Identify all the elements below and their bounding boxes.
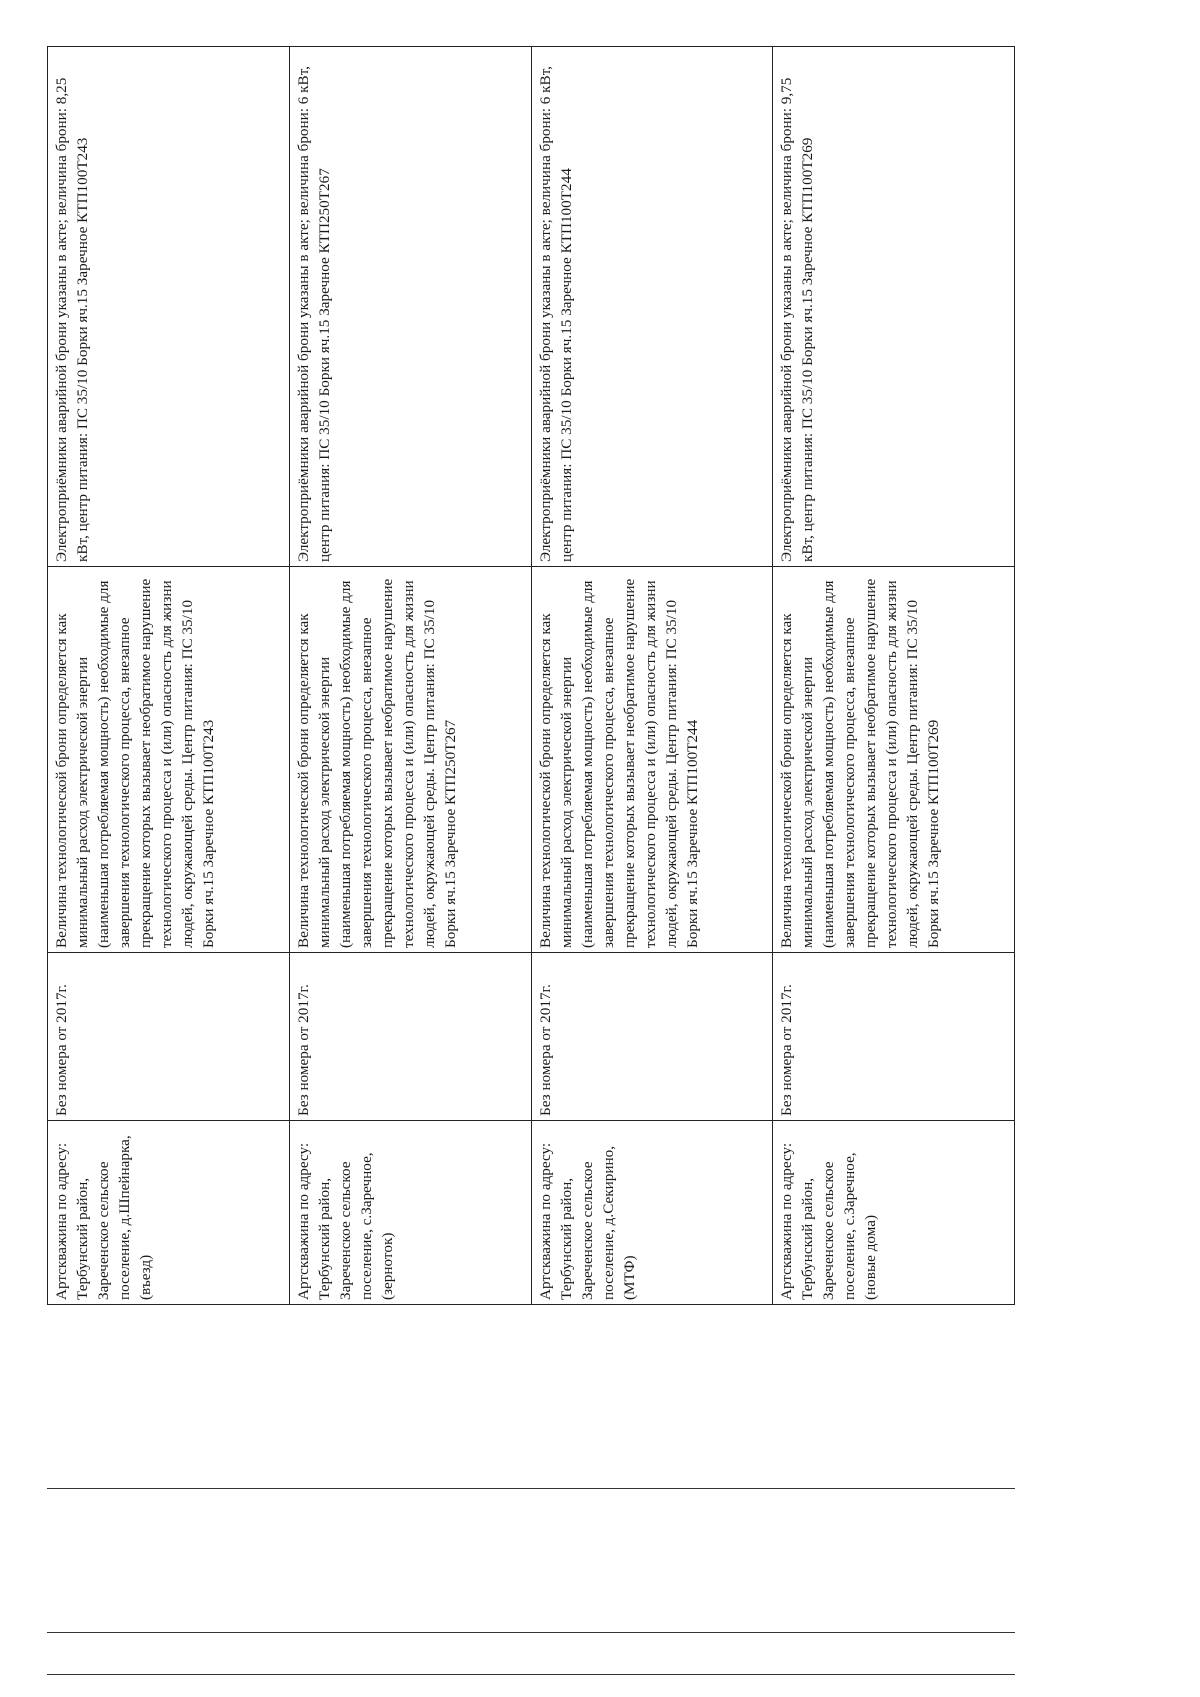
emergency-reserve-cell: Электроприёмники аварийной брони указаны в акте; величина брони: 8,25 кВт, центр питания: ПС 35/10 Борки яч.15 Заречное КТП100Т243: [48, 47, 290, 567]
tech-reserve-cell: Величина технологической брони определяется как минимальный расход электрической энергии (наименьшая потребляемая мощность) необходимые для завершения технологического процесса, внезапное прекращение которых вызывает необратимое нарушение технологического процесса и (или) опасность для жизни людей, окружающей среды. Центр питания: ПС 35/10 Борки яч.15 Заречное КТП100Т243: [48, 567, 290, 953]
table-row: [48, 47, 290, 1305]
document-cell: Без номера от 2017г.: [48, 953, 290, 1121]
table-row: [773, 47, 1015, 1305]
table-row: [531, 47, 773, 1305]
tech-reserve-cell: Величина технологической брони определяется как минимальный расход электрической энергии (наименьшая потребляемая мощность) необходимые для завершения технологического процесса, внезапное прекращение которых вызывает необратимое нарушение технологического процесса и (или) опасность для жизни людей, окружающей среды. Центр питания: ПС 35/10 Борки яч.15 Заречное КТП100Т244: [531, 567, 773, 953]
document-cell: Без номера от 2017г.: [773, 953, 1015, 1121]
emergency-reserve-cell: Электроприёмники аварийной брони указаны в акте; величина брони: 6 кВт, центр питания: ПС 35/10 Борки яч.15 Заречное КТП100Т244: [531, 47, 773, 567]
tech-reserve-cell: Величина технологической брони определяется как минимальный расход электрической энергии (наименьшая потребляемая мощность) необходимые для завершения технологического процесса, внезапное прекращение которых вызывает необратимое нарушение технологического процесса и (или) опасность для жизни людей, окружающей среды. Центр питания: ПС 35/10 Борки яч.15 Заречное КТП100Т269: [773, 567, 1015, 953]
document-cell: Без номера от 2017г.: [531, 953, 773, 1121]
address-cell: Артскважина по адресу: Тербунский район, Зареченское сельское поселение, д.Шпейнарка, (въезд): [48, 1121, 290, 1305]
separator-line: [47, 1488, 1015, 1489]
emergency-reserve-cell: Электроприёмники аварийной брони указаны в акте; величина брони: 9,75 кВт, центр питания: ПС 35/10 Борки яч.15 Заречное КТП100Т269: [773, 47, 1015, 567]
separator-line: [47, 1674, 1015, 1675]
reserve-table: [47, 46, 1015, 1305]
tech-reserve-cell: Величина технологической брони определяется как минимальный расход электрической энергии (наименьшая потребляемая мощность) необходимые для завершения технологического процесса, внезапное прекращение которых вызывает необратимое нарушение технологического процесса и (или) опасность для жизни людей, окружающей среды. Центр питания: ПС 35/10 Борки яч.15 Заречное КТП250Т267: [289, 567, 531, 953]
address-cell: Артскважина по адресу: Тербунский район, Зареченское сельское поселение, д.Секирино, (МТФ): [531, 1121, 773, 1305]
address-cell: Артскважина по адресу: Тербунский район, Зареченское сельское поселение, с.Заречное, (зерноток): [289, 1121, 531, 1305]
address-cell: Артскважина по адресу: Тербунский район, Зареченское сельское поселение, с.Заречное, (новые дома): [773, 1121, 1015, 1305]
emergency-reserve-cell: Электроприёмники аварийной брони указаны в акте; величина брони: 6 кВт, центр питания: ПС 35/10 Борки яч.15 Заречное КТП250Т267: [289, 47, 531, 567]
table-row: [289, 47, 531, 1305]
document-cell: Без номера от 2017г.: [289, 953, 531, 1121]
separator-line: [47, 1632, 1015, 1633]
rotated-table-wrapper: [47, 47, 1015, 1305]
